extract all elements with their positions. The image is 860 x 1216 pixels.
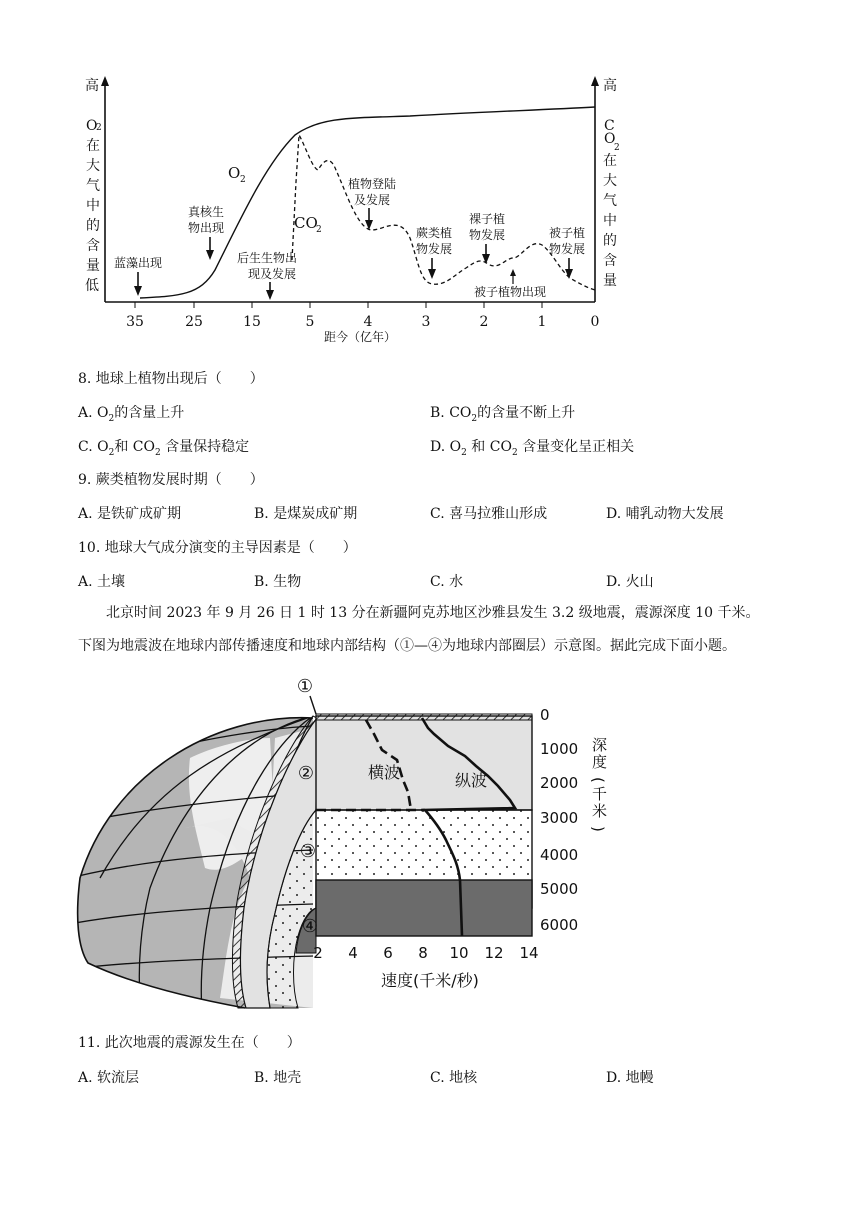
svg-text:千: 千 xyxy=(592,785,608,803)
svg-text:及发展: 及发展 xyxy=(354,193,391,207)
question-8-option-d[interactable]: D. $O_2$ 和 $CO_2$ 含量变化呈正相关 xyxy=(430,439,635,458)
x-tick-label: 25 xyxy=(185,314,203,330)
speed-axis xyxy=(313,944,538,962)
depth-tick-label: 6000 xyxy=(540,916,579,934)
svg-text:量: 量 xyxy=(603,273,617,289)
question-11-stem: 11. 此次地震的震源发生在（ ） xyxy=(78,1035,301,1051)
passage-line-1: 北京时间 2023 年 9 月 26 日 1 时 13 分在新疆阿克苏地区沙雅县发生 3.2 级地震，震源深度 10 千米。 xyxy=(106,605,760,621)
p-wave-label: 纵波 xyxy=(455,771,488,790)
svg-text:米: 米 xyxy=(592,802,608,820)
event-cyanobacteria xyxy=(114,255,162,296)
chart-inner-core-region xyxy=(316,880,532,936)
left-axis-title xyxy=(86,118,102,274)
depth-tick-label: 4000 xyxy=(540,846,579,864)
x-tick-label: 1 xyxy=(537,314,547,330)
svg-text:大: 大 xyxy=(603,173,617,189)
svg-text:后生生物出: 后生生物出 xyxy=(237,251,298,265)
question-8-option-c[interactable]: C. $O_2$和 $CO_2$ 含量保持稳定 xyxy=(78,439,250,458)
speed-tick-label: 14 xyxy=(519,944,539,962)
x-tick-label: 15 xyxy=(243,314,261,330)
x-tick-label: 0 xyxy=(590,314,600,330)
svg-text:大: 大 xyxy=(86,158,100,174)
question-10-option-a[interactable]: A. 土壤 xyxy=(78,574,126,590)
svg-text:蕨类植: 蕨类植 xyxy=(416,226,453,240)
right-axis-title xyxy=(603,118,620,289)
svg-text:的: 的 xyxy=(86,218,100,234)
x-axis-title: 距今（亿年） xyxy=(323,330,397,344)
question-10-option-c[interactable]: C. 水 xyxy=(430,574,464,590)
question-10-option-d[interactable]: D. 火山 xyxy=(606,574,654,590)
co2-curve xyxy=(292,135,595,290)
svg-text:物发展: 物发展 xyxy=(549,242,586,256)
svg-text:物发展: 物发展 xyxy=(416,242,453,256)
question-10-option-b[interactable]: B. 生物 xyxy=(254,574,302,590)
svg-text:在: 在 xyxy=(86,138,100,154)
svg-text:的: 的 xyxy=(603,233,617,249)
question-9-option-c[interactable]: C. 喜马拉雅山形成 xyxy=(430,506,548,522)
x-axis-ticks xyxy=(126,302,599,330)
speed-tick-label: 6 xyxy=(383,944,393,962)
speed-tick-label: 4 xyxy=(348,944,358,962)
svg-text:植物登陆: 植物登陆 xyxy=(348,177,397,191)
svg-text:气: 气 xyxy=(86,178,100,194)
s-wave-label: 横波 xyxy=(368,763,401,782)
question-8-option-a[interactable]: A. $O_2$的含量上升 xyxy=(78,405,185,424)
question-11-option-d[interactable]: D. 地幔 xyxy=(606,1070,654,1086)
speed-tick-label: 2 xyxy=(313,944,323,962)
o2-curve-label xyxy=(228,164,246,185)
question-9-option-b[interactable]: B. 是煤炭成矿期 xyxy=(254,506,358,522)
svg-text:中: 中 xyxy=(86,198,100,214)
event-gymnosperms xyxy=(469,211,505,264)
question-11-option-a[interactable]: A. 软流层 xyxy=(78,1070,140,1086)
earth-interior-figure xyxy=(70,668,630,1018)
speed-axis-title: 速度(千米/秒) xyxy=(381,971,479,990)
event-ferns xyxy=(416,225,452,279)
x-tick-label: 4 xyxy=(363,314,373,330)
depth-tick-label: 3000 xyxy=(540,809,579,827)
svg-text:真核生: 真核生 xyxy=(188,205,225,219)
question-11-option-b[interactable]: B. 地壳 xyxy=(254,1070,302,1086)
left-axis-low: 低 xyxy=(85,278,99,294)
svg-text:2: 2 xyxy=(316,225,322,235)
event-angiosperms-appear xyxy=(474,269,546,299)
atmosphere-evolution-figure xyxy=(80,70,640,345)
depth-axis xyxy=(540,706,578,934)
svg-text:2: 2 xyxy=(240,175,246,185)
question-9-option-d[interactable]: D. 哺乳动物大发展 xyxy=(606,506,724,522)
svg-text:O: O xyxy=(604,131,616,147)
svg-text:(: ( xyxy=(589,777,607,783)
svg-text:CO: CO xyxy=(294,214,318,232)
svg-text:量: 量 xyxy=(86,258,100,274)
svg-text:度: 度 xyxy=(592,753,608,771)
svg-text:2: 2 xyxy=(614,143,620,153)
co2-curve-label xyxy=(294,214,322,235)
svg-text:物发展: 物发展 xyxy=(469,228,506,242)
svg-text:深: 深 xyxy=(592,736,608,754)
question-8-stem: 8. 地球上植物出现后（ ） xyxy=(78,371,264,387)
layer-1-pointer xyxy=(310,696,316,714)
svg-text:含: 含 xyxy=(603,253,617,269)
svg-text:现及发展: 现及发展 xyxy=(248,267,297,281)
layer-label-4: ④ xyxy=(301,916,319,937)
question-9-option-a[interactable]: A. 是铁矿成矿期 xyxy=(78,506,182,522)
event-metazoa xyxy=(237,250,297,300)
x-tick-label: 5 xyxy=(305,314,315,330)
question-11-option-c[interactable]: C. 地核 xyxy=(430,1070,478,1086)
depth-tick-label: 0 xyxy=(540,706,550,724)
svg-text:蓝藻出现: 蓝藻出现 xyxy=(114,256,163,270)
depth-tick-label: 1000 xyxy=(540,740,579,758)
svg-text:C: C xyxy=(604,118,615,134)
svg-text:含: 含 xyxy=(86,238,100,254)
event-angiosperms-develop xyxy=(549,225,585,279)
passage-line-2: 下图为地震波在地球内部传播速度和地球内部结构（①—④为地球内部圈层）示意图。据此完成下面小题。 xyxy=(78,638,736,654)
question-10-stem: 10. 地球大气成分演变的主导因素是（ ） xyxy=(78,540,357,556)
depth-tick-label: 5000 xyxy=(540,880,579,898)
passage xyxy=(78,597,798,663)
event-plants-land xyxy=(348,176,396,230)
svg-text:在: 在 xyxy=(603,153,617,169)
question-8-option-b[interactable]: B. $CO_2$的含量不断上升 xyxy=(430,405,576,424)
layer-label-1: ① xyxy=(296,676,314,697)
speed-tick-label: 12 xyxy=(484,944,504,962)
svg-text:2: 2 xyxy=(96,123,102,133)
svg-text:物出现: 物出现 xyxy=(188,221,225,235)
svg-text:被子植: 被子植 xyxy=(549,226,586,240)
right-axis-high: 高 xyxy=(603,78,617,94)
depth-tick-label: 2000 xyxy=(540,774,579,792)
svg-text:中: 中 xyxy=(603,213,617,229)
left-axis-high: 高 xyxy=(85,78,99,94)
layer-label-3: ③ xyxy=(299,841,317,862)
svg-text:O: O xyxy=(86,118,98,134)
svg-text:被子植物出现: 被子植物出现 xyxy=(474,285,547,299)
svg-text:裸子植: 裸子植 xyxy=(469,212,506,226)
question-9-stem: 9. 蕨类植物发展时期（ ） xyxy=(78,472,264,488)
speed-tick-label: 10 xyxy=(449,944,469,962)
chart-mantle-region xyxy=(316,716,532,810)
svg-text:O: O xyxy=(228,164,241,182)
speed-tick-label: 8 xyxy=(418,944,428,962)
svg-text:气: 气 xyxy=(603,193,617,209)
x-tick-label: 2 xyxy=(479,314,489,330)
layer-label-2: ② xyxy=(297,763,315,784)
depth-axis-title xyxy=(589,736,607,832)
x-tick-label: 35 xyxy=(126,314,144,330)
svg-text:): ) xyxy=(589,826,607,832)
x-tick-label: 3 xyxy=(421,314,431,330)
event-eukaryote xyxy=(188,204,224,260)
